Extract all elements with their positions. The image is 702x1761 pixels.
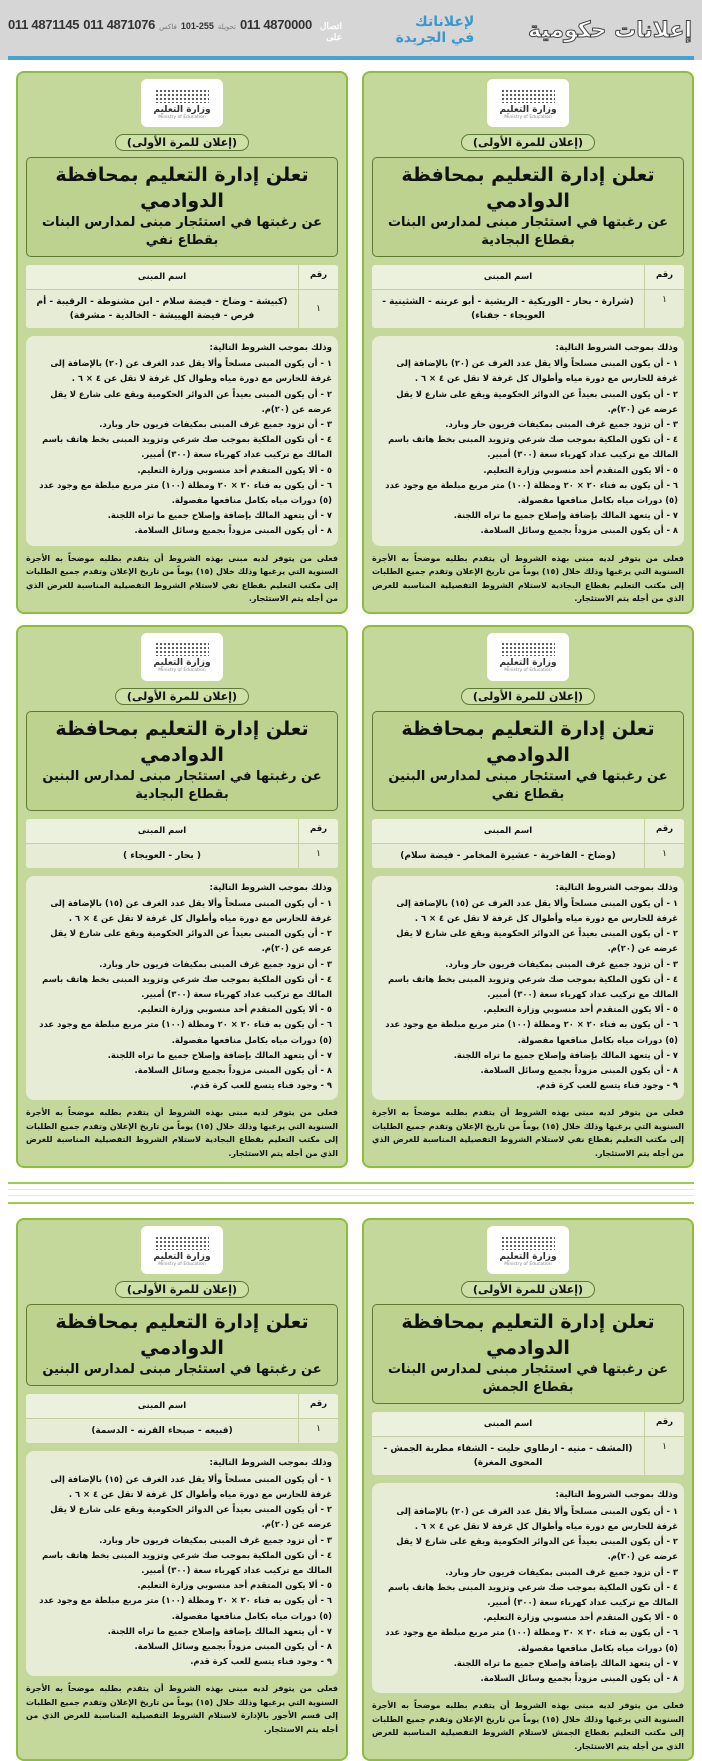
divider-line (8, 1189, 694, 1190)
ad-panel (362, 625, 694, 1169)
ad-headline: تعلن إدارة التعليم بمحافظة الدوادمي (401, 164, 655, 212)
condition-item: ٢ - أن يكون المبنى بعيداً عن الدوائر الحكومية ويقع على شارع لا يقل عرضه عن (٢٠)م. (50, 928, 332, 954)
col-header-num: رقم (644, 265, 684, 289)
col-header-name: اسم المبنى (137, 825, 187, 836)
ad-subheadline: عن رغبتها في استئجار مبنى لمدارس البنات بقطاع الجمش (387, 1362, 669, 1396)
conditions-lead: وذلك بموجب الشروط التالية: (555, 1490, 678, 1501)
ad-footer-text: فعلى من يتوفر لديه مبنى بهذه الشروط أن يتقدم بطلبه موضحاً به الأجرة السنوية التي يرغبها وذلك خلال (١٥) يوماً من تاريخ الإعلان وتقدم جميع الطلبات إلى مكتب التعليم بقطاع الجمش لاستلام الشروط التفصيلية المناسبة للغرض الذي من أجله يتم الاستئجار. (372, 1701, 684, 1751)
condition-item: ٣ - أن تزود جميع غرف المبنى بمكيفات فريون حار وبارد. (99, 958, 332, 969)
cell-name: (قبيعه - صبحاء القرنه - الدسمة) (91, 1426, 233, 1437)
col-header-num: رقم (644, 1412, 684, 1436)
conditions-box (26, 1451, 338, 1676)
ad-headline: تعلن إدارة التعليم بمحافظة الدوادمي (401, 717, 655, 766)
ministry-logo (141, 1226, 223, 1274)
condition-item: ٥ - ألا يكون المتقدم أحد منسوبي وزارة التعليم. (483, 464, 678, 475)
logo-text-en: Ministry of Education (504, 668, 552, 674)
condition-item: ٨ - أن يكون المبنى مزوداً بجميع وسائل السلامة. (480, 1065, 678, 1076)
cell-num: ١ (298, 844, 338, 868)
buildings-table (372, 265, 684, 328)
cell-num: ١ (644, 1437, 684, 1475)
ministry-logo (487, 79, 569, 127)
logo-text-ar: وزارة التعليم (153, 1251, 211, 1262)
logo-dots-icon (155, 642, 209, 656)
condition-item: ٤ - أن تكون الملكية بموجب صك شرعي وتزويد المبنى بخط هاتف باسم المالك مع تركيب عداد كهرباء سعة (٣٠٠) أمبير. (42, 973, 332, 1000)
condition-item: ٥ - ألا يكون المتقدم أحد منسوبي وزارة التعليم. (483, 1612, 678, 1623)
logo-text-en: Ministry of Education (158, 114, 206, 120)
col-header-num: رقم (298, 819, 338, 843)
condition-item: ٢ - أن يكون المبنى بعيداً عن الدوائر الحكومية ويقع على شارع لا يقل عرضه عن (٢٠)م. (50, 1504, 332, 1530)
buildings-table (372, 1412, 684, 1475)
col-header-name: اسم المبنى (137, 272, 187, 282)
ad-footer-text: فعلى من يتوفر لديه مبنى بهذه الشروط أن يتقدم بطلبه موضحاً به الأجرة السنوية التي يرغبها وذلك خلال (١٥) يوماً من تاريخ الإعلان وتقدم جميع الطلبات إلى مكتب التعليم بقطاع نفي لاستلام الشروط التفصيلية المناسبة للغرض الذي من أجله يتم الاستئجار. (26, 553, 338, 604)
first-time-badge: (إعلان للمرة الأولى) (115, 134, 249, 151)
condition-item: ٧ - أن يتعهد المالك بإضافة وإصلاح جميع ما تراه اللجنة. (453, 510, 678, 521)
conditions-box (372, 1483, 684, 1693)
logo-text-ar: وزارة التعليم (499, 1251, 557, 1262)
cell-name: (كبيشة - وضاخ - فيضة سلام - ابن مشنوطة - الرقيبة - أم فرص - فيضة الهييشة - الخالدية - مشرفة) (36, 297, 288, 321)
cell-num: ١ (644, 290, 684, 328)
condition-item: ٢ - أن يكون المبنى بعيداً عن الدوائر الحكومية ويقع على شارع لا يقل عرضه عن (٢٠)م. (50, 388, 332, 414)
ad-headline: تعلن إدارة التعليم بمحافظة الدوادمي (55, 717, 309, 766)
conditions-lead: وذلك بموجب الشروط التالية: (555, 343, 678, 353)
ad-headline-box (372, 711, 684, 811)
first-time-badge: (إعلان للمرة الأولى) (461, 1281, 595, 1298)
ad-headline-box (26, 1304, 338, 1386)
condition-item: ٦ - أن يكون به فناء ٢٠ × ٢٠ ومظلة (١٠٠) متر مربع مبلطة مع وجود عدد (٥) دورات مياه بكامل منافعها مفصولة. (385, 1019, 678, 1045)
table-row (372, 290, 684, 328)
table-row (26, 1419, 338, 1443)
condition-item: ٧ - أن يتعهد المالك بإضافة وإصلاح جميع ما تراه اللجنة. (453, 1657, 678, 1668)
buildings-table (26, 819, 338, 868)
first-time-badge: (إعلان للمرة الأولى) (115, 1281, 249, 1298)
logo-text-en: Ministry of Education (158, 1261, 206, 1267)
col-header-name: اسم المبنى (483, 272, 533, 282)
condition-item: ١ - أن يكون المبنى مسلحاً وألا يقل عدد الغرف عن (١٥) بالإضافة إلى غرفة للحارس مع دورة مياه وأطوال كل غرفة لا تقل عن ٤ × ٦ . (50, 1473, 332, 1499)
logo-dots-icon (501, 1236, 555, 1250)
ad-headline: تعلن إدارة التعليم بمحافظة الدوادمي (401, 1311, 655, 1360)
condition-item: ١ - أن يكون المبنى مسلحاً وألا يقل عدد الغرف عن (٢٠) بالإضافة إلى غرفة للحارس مع دورة مياه وأطوال كل غرفة لا تقل عن ٤ × ٦ . (396, 1505, 678, 1531)
ad-headline: تعلن إدارة التعليم بمحافظة الدوادمي (55, 164, 309, 212)
table-header (26, 1394, 338, 1419)
extension-number: 101-255 (180, 21, 214, 31)
ad-headline-box (26, 157, 338, 257)
ad-footer-text: فعلى من يتوفر لديه مبنى بهذه الشروط أن يتقدم بطلبه موضحاً به الأجرة السنوية التي يرغبها وذلك خلال (١٥) يوماً من تاريخ الإعلان وتقدم جميع الطلبات إلى مكتب التعليم بقطاع نفي لاستلام الشروط التفصيلية المناسبة للغرض الذي من أجله يتم الاستئجار. (372, 1108, 684, 1158)
conditions-box (26, 876, 338, 1101)
condition-item: ٣ - أن تزود جميع غرف المبنى بمكيفات فريون حار وبارد. (99, 419, 332, 430)
contact-label (320, 21, 342, 43)
table-header (372, 819, 684, 844)
logo-dots-icon (501, 89, 555, 103)
logo-dots-icon (155, 89, 209, 103)
conditions-lead: وذلك بموجب الشروط التالية: (555, 882, 678, 893)
contact-label-line1: اتصال (319, 21, 342, 31)
logo-text-ar: وزارة التعليم (153, 104, 211, 115)
cell-num: ١ (644, 844, 684, 868)
table-header (26, 819, 338, 844)
col-header-num: رقم (298, 265, 338, 289)
ad-panel (16, 625, 348, 1169)
col-header-num: رقم (298, 1394, 338, 1418)
condition-item: ٢ - أن يكون المبنى بعيداً عن الدوائر الحكومية ويقع على شارع لا يقل عرضه عن (٢٠)م. (396, 388, 678, 414)
conditions-lead: وذلك بموجب الشروط التالية: (209, 1458, 332, 1469)
condition-item: ٧ - أن يتعهد المالك بإضافة وإصلاح جميع ما تراه اللجنة. (107, 510, 332, 521)
conditions-lead: وذلك بموجب الشروط التالية: (209, 882, 332, 893)
logo-dots-icon (501, 642, 555, 656)
logo-dots-icon (155, 1236, 209, 1250)
condition-item: ٨ - أن يكون المبنى مزوداً بجميع وسائل السلامة. (134, 1065, 332, 1076)
condition-item: ٨ - أن يكون المبنى مزوداً بجميع وسائل السلامة. (134, 525, 332, 536)
table-row (372, 844, 684, 868)
condition-item: ٥ - ألا يكون المتقدم أحد منسوبي وزارة التعليم. (137, 1004, 332, 1015)
first-time-badge: (إعلان للمرة الأولى) (115, 688, 249, 705)
condition-item: ٨ - أن يكون المبنى مزوداً بجميع وسائل السلامة. (480, 525, 678, 536)
first-time-badge: (إعلان للمرة الأولى) (461, 134, 595, 151)
ad-headline-box (26, 711, 338, 811)
section-divider (8, 1182, 694, 1204)
cell-name: ( بحار - العويجاء ) (123, 850, 201, 861)
table-row (26, 290, 338, 328)
cell-num: ١ (298, 1419, 338, 1443)
condition-item: ٦ - أن يكون به فناء ٢٠ × ٢٠ ومظلة (١٠٠) متر مربع مبلطة مع وجود عدد (٥) دورات مياه بكامل منافعها مفصولة. (385, 479, 678, 506)
condition-item: ٦ - أن يكون به فناء ٢٠ × ٢٠ ومظلة (١٠٠) متر مربع مبلطة مع وجود عدد (٥) دورات مياه بكامل منافعها مفصولة. (39, 479, 332, 506)
condition-item: ٢ - أن يكون المبنى بعيداً عن الدوائر الحكومية ويقع على شارع لا يقل عرضه عن (٢٠)م. (396, 1536, 678, 1562)
logo-text-ar: وزارة التعليم (499, 658, 557, 669)
logo-text-en: Ministry of Education (158, 668, 206, 674)
fax-number-1: 011 4871076 (83, 17, 156, 32)
cell-name: (المشف - منيه - ارطاوي حليت - الشفاء مطربة الجمش - المحوى المغرة) (383, 1444, 633, 1469)
condition-item: ٥ - ألا يكون المتقدم أحد منسوبي وزارة التعليم. (137, 464, 332, 475)
condition-item: ٣ - أن تزود جميع غرف المبنى بمكيفات فريون حار وبارد. (445, 958, 678, 969)
cell-name: (وضاخ - الفاخرية - عشيرة المخامر - فيضة سلام) (400, 850, 616, 861)
condition-item: ٤ - أن تكون الملكية بموجب صك شرعي وتزويد المبنى بخط هاتف باسم المالك مع تركيب عداد كهرباء سعة (٣٠٠) أمبير. (42, 434, 332, 460)
condition-item: ١ - أن يكون المبنى مسلحاً وألا يقل عدد الغرف عن (٢٠) بالإضافة إلى غرفة للحارس مع دورة مياه وأطوال كل غرفة لا تقل عن ٤ × ٦ . (396, 358, 678, 384)
col-header-name: اسم المبنى (483, 1419, 533, 1430)
ad-subheadline: عن رغبتها في استئجار مبنى لمدارس البنات بقطاع نفي (41, 215, 323, 248)
condition-item: ٩ - وجود فناء يتسع للعب كرة قدم. (536, 1080, 678, 1091)
condition-item: ٧ - أن يتعهد المالك بإضافة وإصلاح جميع ما تراه اللجنة. (107, 1049, 332, 1060)
condition-item: ٥ - ألا يكون المتقدم أحد منسوبي وزارة التعليم. (483, 1004, 678, 1015)
contact-label-line2: على (326, 32, 342, 42)
conditions-box (372, 336, 684, 546)
logo-text-ar: وزارة التعليم (499, 104, 557, 115)
ad-footer-text: فعلى من يتوفر لديه مبنى بهذه الشروط أن يتقدم بطلبه موضحاً به الأجرة السنوية التي يرغبها وذلك خلال (١٥) يوماً من تاريخ الإعلان وتقدم جميع الطلبات إلى قسم الأجور بالإدارة لاستلام الشروط التفصيلية المناسبة للغرض الذي من أجله يتم الاستئجار. (26, 1684, 338, 1734)
ads-row-1 (0, 71, 702, 614)
ministry-logo (141, 79, 223, 127)
first-time-badge: (إعلان للمرة الأولى) (461, 688, 595, 705)
ad-panel (16, 71, 348, 614)
condition-item: ٦ - أن يكون به فناء ٢٠ × ٢٠ ومظلة (١٠٠) متر مربع مبلطة مع وجود عدد (٥) دورات مياه بكامل منافعها مفصولة. (39, 1595, 332, 1621)
ad-subheadline: عن رغبتها في استئجار مبنى لمدارس البنات بقطاع البجادية (387, 215, 669, 248)
ad-headline-box (372, 1304, 684, 1404)
ad-footer-text: فعلى من يتوفر لديه مبنى بهذه الشروط أن يتقدم بطلبه موضحاً به الأجرة السنوية التي يرغبها وذلك خلال (١٥) يوماً من تاريخ الإعلان وتقدم جميع الطلبات إلى مكتب التعليم بقطاع البجادية لاستلام الشروط التفصيلية المناسبة للغرض الذي من أجله يتم الاستئجار. (372, 553, 684, 604)
fax-label: فاكس (159, 24, 177, 31)
ad-headline: تعلن إدارة التعليم بمحافظة الدوادمي (55, 1311, 309, 1360)
col-header-name: اسم المبنى (483, 825, 533, 836)
ministry-logo (141, 633, 223, 681)
logo-text-en: Ministry of Education (504, 1261, 552, 1267)
main-phone-number: 011 4870000 (239, 17, 312, 32)
ads-row-2 (0, 625, 702, 1169)
condition-item: ٧ - أن يتعهد المالك بإضافة وإصلاح جميع ما تراه اللجنة. (453, 1049, 678, 1060)
condition-item: ٤ - أن تكون الملكية بموجب صك شرعي وتزويد المبنى بخط هاتف باسم المالك مع تركيب عداد كهرباء سعة (٣٠٠) أمبير. (388, 973, 678, 1000)
condition-item: ٩ - وجود فناء يتسع للعب كرة قدم. (190, 1656, 332, 1667)
condition-item: ٨ - أن يكون المبنى مزوداً بجميع وسائل السلامة. (134, 1640, 332, 1651)
advertise-tagline (396, 14, 475, 46)
buildings-table (26, 265, 338, 328)
buildings-table (372, 819, 684, 868)
condition-item: ٨ - أن يكون المبنى مزوداً بجميع وسائل السلامة. (480, 1672, 678, 1683)
buildings-table (26, 1394, 338, 1443)
conditions-box (26, 336, 338, 546)
ad-headline-box (372, 157, 684, 257)
condition-item: ٤ - أن تكون الملكية بموجب صك شرعي وتزويد المبنى بخط هاتف باسم المالك مع تركيب عداد كهرباء سعة (٣٠٠) أمبير. (388, 1581, 678, 1607)
extension-label: تحويلة (217, 24, 236, 31)
contact-numbers (8, 17, 342, 43)
condition-item: ٣ - أن تزود جميع غرف المبنى بمكيفات فريون حار وبارد. (99, 1534, 332, 1545)
divider-line (8, 1195, 694, 1196)
ad-subheadline: عن رغبتها في استئجار مبنى لمدارس البنين بقطاع البجادية (42, 768, 322, 802)
condition-item: ٣ - أن تزود جميع غرف المبنى بمكيفات فريون حار وبارد. (445, 1566, 678, 1577)
table-header (372, 265, 684, 290)
table-row (372, 1437, 684, 1475)
condition-item: ٧ - أن يتعهد المالك بإضافة وإصلاح جميع ما تراه اللجنة. (107, 1625, 332, 1636)
table-header (26, 265, 338, 290)
ad-panel (362, 1218, 694, 1761)
cell-num: ١ (298, 290, 338, 328)
fax-number-2: 011 4871145 (8, 17, 80, 32)
ad-panel (16, 1218, 348, 1761)
ad-subheadline: عن رغبتها في استئجار مبنى لمدارس البنين (42, 1362, 322, 1378)
col-header-name: اسم المبنى (137, 1401, 187, 1412)
ministry-logo (487, 1226, 569, 1274)
tagline-line1: لإعلاناتك (414, 14, 475, 30)
logo-text-en: Ministry of Education (504, 114, 552, 120)
condition-item: ٦ - أن يكون به فناء ٢٠ × ٢٠ ومظلة (١٠٠) متر مربع مبلطة مع وجود عدد (٥) دورات مياه بكامل منافعها مفصولة. (385, 1627, 678, 1653)
tagline-line2: في الجريدة (395, 30, 475, 46)
condition-item: ٤ - أن تكون الملكية بموجب صك شرعي وتزويد المبنى بخط هاتف باسم المالك مع تركيب عداد كهرباء سعة (٣٠٠) أمبير. (42, 1549, 332, 1575)
condition-item: ٣ - أن تزود جميع غرف المبنى بمكيفات فريون حار وبارد. (445, 419, 678, 430)
conditions-box (372, 876, 684, 1101)
condition-item: ٢ - أن يكون المبنى بعيداً عن الدوائر الحكومية ويقع على شارع لا يقل عرضه عن (٢٠)م. (396, 928, 678, 954)
section-title: إعلانات حكومية (528, 17, 692, 43)
ad-footer-text: فعلى من يتوفر لديه مبنى بهذه الشروط أن يتقدم بطلبه موضحاً به الأجرة السنوية التي يرغبها وذلك خلال (١٥) يوماً من تاريخ الإعلان وتقدم جميع الطلبات إلى مكتب التعليم بقطاع البجادية لاستلام الشروط التفصيلية المناسبة للغرض الذي من أجله يتم الاستئجار. (26, 1108, 338, 1158)
logo-text-ar: وزارة التعليم (153, 658, 211, 669)
condition-item: ١ - أن يكون المبنى مسلحاً وألا يقل عدد الغرف عن (١٥) بالإضافة إلى غرفة للحارس مع دورة مياه وأطوال كل غرفة لا تقل عن ٤ × ٦ . (50, 897, 332, 924)
ad-subheadline: عن رغبتها في استئجار مبنى لمدارس البنين بقطاع نفي (388, 768, 668, 802)
page-header (0, 0, 702, 60)
table-row (26, 844, 338, 868)
col-header-num: رقم (644, 819, 684, 843)
condition-item: ٩ - وجود فناء يتسع للعب كرة قدم. (190, 1080, 332, 1091)
condition-item: ١ - أن يكون المبنى مسلحاً وألا يقل عدد الغرف عن (٢٠) بالإضافة إلى غرفة للحارس مع دورة مياه وطوال كل غرفة لا تقل عن ٤ × ٦ . (50, 358, 332, 384)
condition-item: ٥ - ألا يكون المتقدم أحد منسوبي وزارة التعليم. (137, 1580, 332, 1591)
condition-item: ٤ - أن تكون الملكية بموجب صك شرعي وتزويد المبنى بخط هاتف باسم المالك مع تركيب عداد كهرباء سعة (٣٠٠) أمبير. (388, 434, 678, 460)
condition-item: ٦ - أن يكون به فناء ٢٠ × ٢٠ ومظلة (١٠٠) متر مربع مبلطة مع وجود عدد (٥) دورات مياه بكامل منافعها مفصولة. (39, 1019, 332, 1045)
condition-item: ١ - أن يكون المبنى مسلحاً وألا يقل عدد الغرف عن (١٥) بالإضافة إلى غرفة للحارس مع دورة مياه وأطوال كل غرفة لا تقل عن ٤ × ٦ . (396, 897, 678, 924)
table-header (372, 1412, 684, 1437)
ad-panel (362, 71, 694, 614)
ads-row-3 (0, 1218, 702, 1761)
ministry-logo (487, 633, 569, 681)
cell-name: (شرارة - بحار - الوريكية - الريشية - أبو عرينه - الشثينية - العويجاء - جفناء) (382, 297, 634, 321)
conditions-lead: وذلك بموجب الشروط التالية: (209, 343, 332, 353)
